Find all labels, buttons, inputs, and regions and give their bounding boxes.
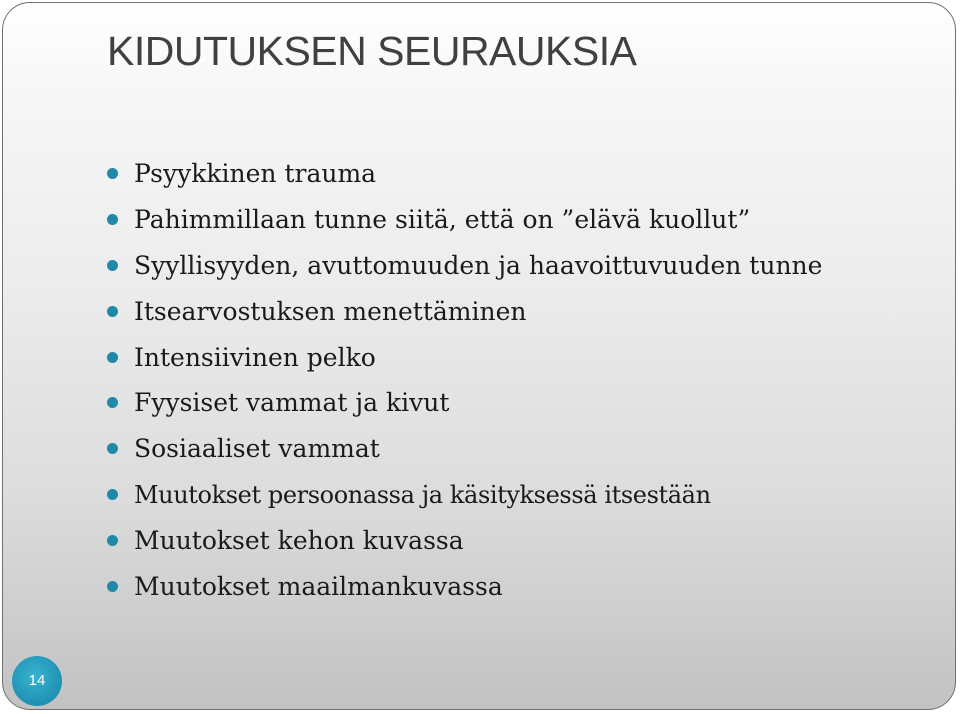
bullet-item [107,567,822,613]
bullet-dot-icon [107,214,118,225]
bullet-text: Fyysiset vammat ja kivut [134,388,450,418]
bullet-dot-icon [107,352,118,363]
bullet-item [107,475,822,521]
bullet-dot-icon [107,306,118,317]
bullet-text: Psyykkinen trauma [134,159,377,188]
bullet-item [107,292,822,338]
bullet-text: Muutokset maailmankuvassa [134,572,503,602]
bullet-dot-icon [107,168,118,179]
bullet-item [107,200,822,246]
bullet-item [107,154,822,200]
bullet-dot-icon [107,260,118,271]
bullet-text: Syyllisyyden, avuttomuuden ja haavoittuvuuden tunne [134,250,823,280]
slide-title: KIDUTUKSEN SEURAUKSIA [107,28,637,74]
bullet-dot-icon [107,581,118,592]
bullet-list [107,154,822,613]
bullet-item [107,246,822,292]
bullet-item [107,429,822,475]
bullet-item [107,338,822,384]
slide [2,2,956,710]
page-number-badge: 14 [12,656,62,706]
bullet-text: Intensiivinen pelko [134,342,376,372]
bullet-text: Sosiaaliset vammat [134,434,380,464]
bullet-text: Muutokset persoonassa ja käsityksessä itsestään [134,481,711,510]
bullet-dot-icon [107,397,118,408]
bullet-text: Pahimmillaan tunne siitä, että on ”elävä kuollut” [134,204,751,234]
bullet-item [107,383,822,429]
bullet-item [107,521,822,567]
bullet-text: Muutokset kehon kuvassa [134,526,464,556]
bullet-dot-icon [107,535,118,546]
bullet-dot-icon [107,443,118,454]
bullet-dot-icon [107,489,118,500]
bullet-text: Itsearvostuksen menettäminen [134,296,527,326]
